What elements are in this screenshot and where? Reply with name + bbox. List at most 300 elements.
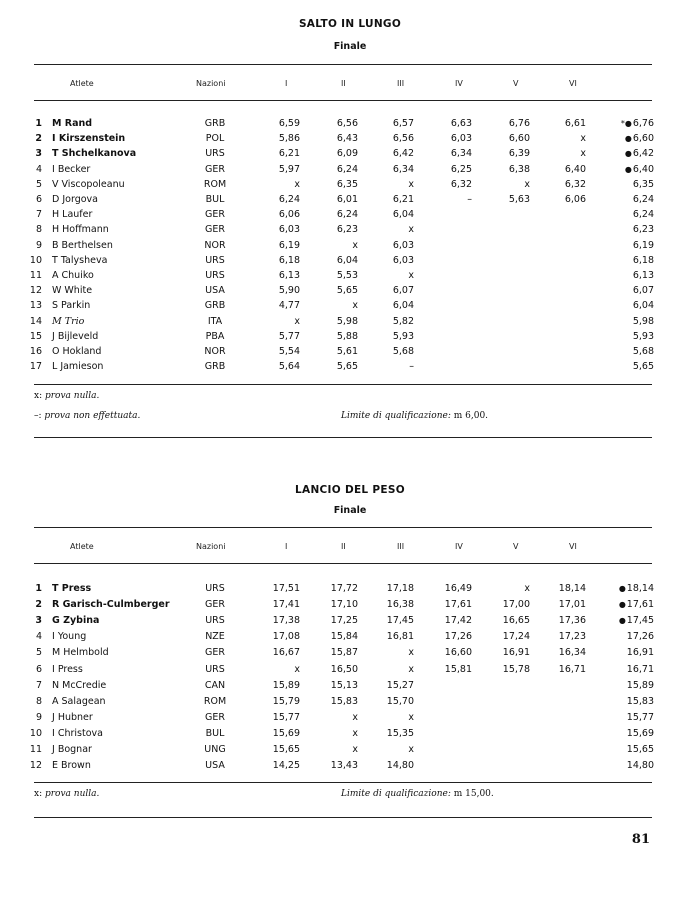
trial-cell: 6,13 [278,270,300,281]
trial-cell: 6,01 [336,194,358,205]
final-result [584,346,654,357]
rank-cell: 17 [29,361,42,373]
nation-cell: GER [205,599,225,611]
table-row [0,728,700,743]
trial-cell: 5,97 [278,163,300,175]
rank-cell: 4 [35,163,42,175]
section-title: LANCIO DEL PESO [295,484,405,496]
header-athlete: Atlete [70,79,94,88]
final-result-value: 6,35 [632,178,654,190]
trial-cell: 6,40 [564,163,586,175]
header-trial-6: VI [569,79,577,88]
trial-cell: 5,53 [336,270,358,281]
rank-cell: 3 [35,615,42,627]
note-text: prova nulla. [44,391,100,401]
trial-cell: 6,03 [450,133,472,145]
athlete-name: G Zybina [52,615,100,627]
header-trial-5: V [513,79,519,88]
final-result-value: 6,24 [632,194,654,205]
trial-cell: 6,06 [278,209,300,221]
header-trial-4: IV [455,79,463,88]
trial-cell: x [580,148,586,160]
trial-cell: 4,77 [278,300,300,312]
final-result-value: 6,18 [632,254,654,266]
final-result-value: 5,98 [632,315,654,327]
final-result-value: 17,45 [626,615,654,627]
trial-cell: 16,65 [502,615,530,627]
table-row [0,680,700,695]
final-result-value: 6,40 [632,163,654,175]
table-row [0,164,700,179]
trial-cell: 5,54 [278,346,300,357]
trial-cell: 15,79 [272,695,300,707]
trial-cell: 16,60 [444,647,472,659]
athlete-name: I Christova [52,727,103,739]
trial-cell: 17,23 [558,631,586,643]
rank-cell: 6 [35,663,42,675]
section-title: SALTO IN LUNGO [298,18,402,30]
table-row [0,331,700,346]
trial-cell: 6,56 [336,118,358,129]
trial-cell: 5,86 [278,133,300,145]
final-marker: ● [618,584,626,593]
trial-cell: x [352,727,358,739]
final-result-value: 15,83 [626,695,654,707]
rank-cell: 7 [35,679,42,691]
trial-cell: 17,26 [444,631,472,643]
final-result [584,300,654,311]
table-row [0,316,700,331]
final-marker: ● [618,600,626,610]
trial-cell: 18,14 [558,583,586,594]
trial-cell: 6,60 [508,133,530,145]
final-result [584,255,654,266]
trial-cell: 15,35 [386,727,414,739]
final-result [584,240,654,251]
athlete-name: N McCredie [52,679,107,691]
final-result-value: 17,61 [626,599,654,611]
rank-cell: 12 [29,760,42,772]
trial-cell: 6,18 [278,254,300,266]
nation-cell: GER [205,209,225,221]
header-nation: Nazioni [196,79,226,88]
final-result [584,224,654,235]
trial-cell: 17,45 [386,615,414,627]
note-not-taken [34,411,140,421]
header-trial-1: I [285,79,288,88]
final-result-value: 14,80 [626,760,654,772]
rank-cell: 5 [35,647,42,659]
trial-cell: 6,04 [336,254,358,266]
trial-cell: 6,61 [564,118,586,129]
table-row [0,133,700,148]
final-result-value: 16,91 [626,647,654,659]
final-result [584,647,654,658]
trial-cell: 6,57 [392,118,414,129]
divider [34,384,652,385]
trial-cell: 15,84 [330,631,358,643]
note-text: prova nulla. [44,789,100,799]
nation-cell: URS [205,270,225,281]
athlete-name: I Becker [52,163,91,175]
trial-cell: 6,42 [392,148,414,160]
trial-cell: 16,49 [444,583,472,594]
rank-cell: 4 [35,631,42,643]
trial-cell: 6,35 [336,178,358,190]
table-row [0,118,700,133]
table-row [0,179,700,194]
trial-cell: x [580,133,586,145]
trial-cell: 13,43 [330,760,358,772]
table-row [0,361,700,376]
athlete-name: T Talysheva [52,254,108,266]
athlete-name: T Press [52,583,92,594]
trial-cell: 6,24 [336,163,358,175]
nation-cell: POL [205,133,225,145]
athlete-name: J Hubner [52,711,93,723]
final-result-value: 6,60 [632,133,654,145]
final-marker: ● [624,149,632,159]
table-row [0,300,700,315]
final-result [584,583,654,594]
rank-cell: 14 [29,315,42,327]
rank-cell: 1 [35,118,42,129]
trial-cell: 15,89 [272,679,300,691]
athlete-name: M Trio [52,315,85,327]
final-result-value: 17,26 [626,631,654,643]
final-result [584,615,654,626]
athlete-name: V Viscopoleanu [52,178,125,190]
table-row [0,744,700,759]
trial-cell: x [352,744,358,755]
header-trial-2: II [341,79,346,88]
nation-cell: BUL [205,194,225,205]
divider [34,527,652,528]
rank-cell: 8 [35,224,42,236]
rank-cell: 10 [29,254,42,266]
header-nation: Nazioni [196,542,226,551]
trial-cell: 17,61 [444,599,472,611]
trial-cell: 6,25 [450,163,472,175]
page-number: 81 [631,832,650,847]
trial-cell: – [409,361,414,373]
nation-cell: URS [205,148,225,160]
trial-cell: 5,93 [392,330,414,342]
athlete-name: O Hokland [52,346,102,357]
final-result [584,194,654,205]
trial-cell: 6,03 [278,224,300,236]
final-result [584,361,654,372]
trial-cell: 6,04 [392,209,414,221]
athlete-name: I Young [52,631,87,643]
trial-cell: 6,76 [508,118,530,129]
trial-cell: 6,24 [278,194,300,205]
nation-cell: GER [205,224,225,236]
trial-cell: 5,65 [336,361,358,373]
nation-cell: ITA [207,315,223,327]
rank-cell: 9 [35,711,42,723]
header-trial-5: V [513,542,519,551]
nation-cell: GER [205,711,225,723]
final-result-value: 5,93 [632,330,654,342]
rank-cell: 15 [29,330,42,342]
rank-cell: 7 [35,209,42,221]
athlete-name: B Berthelsen [52,239,113,251]
final-result [584,744,654,755]
rank-cell: 1 [35,583,42,594]
final-result [584,631,654,642]
trial-cell: x [352,300,358,312]
rank-cell: 8 [35,695,42,707]
nation-cell: URS [205,254,225,266]
rank-cell: 2 [35,133,42,145]
final-result-value: 6,13 [632,270,654,281]
divider [34,100,652,101]
athlete-name: T Shchelkanova [52,148,137,160]
final-marker: ● [624,164,632,174]
athlete-name: H Hoffmann [52,224,109,236]
final-result [584,148,654,159]
trial-cell: 6,32 [564,178,586,190]
trial-cell: 16,34 [558,647,586,659]
note-text: prova non effettuata. [44,411,141,421]
trial-cell: 6,23 [336,224,358,236]
trial-cell: 6,59 [278,118,300,129]
rank-cell: 13 [29,300,42,312]
athlete-name: R Garisch-Culmberger [52,599,170,611]
trial-cell: 16,81 [386,631,414,643]
section-subtitle: Finale [333,41,367,52]
nation-cell: GRB [204,361,226,373]
note-null-trial [34,391,99,401]
trial-cell: 6,43 [336,133,358,145]
trial-cell: 17,01 [558,599,586,611]
final-result [584,209,654,220]
divider [34,563,652,564]
final-result [584,118,654,129]
trial-cell: 6,21 [392,194,414,205]
final-result [584,331,654,342]
trial-cell: 15,13 [330,679,358,691]
trial-cell: 6,04 [392,300,414,312]
header-trial-3: III [397,542,405,551]
trial-cell: x [524,178,530,190]
athlete-name: A Chuiko [52,270,94,281]
final-result [584,728,654,739]
trial-cell: x [352,711,358,723]
qualification-label: Limite di qualificazione: [341,789,451,799]
nation-cell: GER [205,647,225,659]
final-result-value: 6,07 [632,285,654,297]
header-trial-6: VI [569,542,577,551]
trial-cell: 17,72 [330,583,358,594]
trial-cell: 17,00 [502,599,530,611]
trial-cell: x [408,224,414,236]
trial-cell: x [408,663,414,675]
trial-cell: x [408,744,414,755]
table-row [0,224,700,239]
rank-cell: 6 [35,194,42,205]
qualification-label: Limite di qualificazione: [341,411,451,421]
athlete-name: H Laufer [52,209,93,221]
section-subtitle: Finale [333,505,367,516]
final-result [584,599,654,610]
final-result-value: 6,76 [632,118,654,129]
final-result-value: 6,42 [632,148,654,160]
trial-cell: x [352,239,358,251]
table-row [0,194,700,209]
trial-cell: x [408,270,414,281]
final-result [584,164,654,175]
nation-cell: NOR [204,346,226,357]
final-result-value: 6,04 [632,300,654,312]
trial-cell: 17,08 [272,631,300,643]
header-trial-3: III [397,79,405,88]
rank-cell: 10 [29,727,42,739]
trial-cell: 16,50 [330,663,358,675]
trial-cell: 5,88 [336,330,358,342]
trial-cell: 15,65 [272,744,300,755]
final-result [584,179,654,190]
header-trial-1: I [285,542,288,551]
athlete-name: M Rand [52,118,93,129]
final-marker: *● [620,119,632,128]
trial-cell: 6,39 [508,148,530,160]
trial-cell: 6,56 [392,133,414,145]
trial-cell: 16,91 [502,647,530,659]
rank-cell: 5 [35,178,42,190]
trial-cell: 14,25 [272,760,300,772]
trial-cell: 5,64 [278,361,300,373]
trial-cell: 15,81 [444,663,472,675]
final-result-value: 16,71 [626,663,654,675]
note-symbol: x: [34,789,43,799]
qualification-limit [341,789,494,799]
trial-cell: x [408,647,414,659]
trial-cell: 17,18 [386,583,414,594]
trial-cell: 17,10 [330,599,358,611]
athlete-name: I Press [52,663,83,675]
trial-cell: 6,03 [392,239,414,251]
nation-cell: GER [205,163,225,175]
table-row [0,615,700,630]
table-row [0,209,700,224]
nation-cell: USA [205,760,225,772]
final-result-value: 6,23 [632,224,654,236]
trial-cell: x [294,663,300,675]
trial-cell: 6,34 [392,163,414,175]
divider [34,817,652,818]
trial-cell: 6,06 [564,194,586,205]
table-row [0,240,700,255]
trial-cell: 6,34 [450,148,472,160]
trial-cell: 6,07 [392,285,414,297]
trial-cell: 5,77 [278,330,300,342]
final-result-value: 15,89 [626,679,654,691]
trial-cell: 6,21 [278,148,300,160]
header-trial-4: IV [455,542,463,551]
final-result-value: 15,69 [626,727,654,739]
header-athlete: Atlete [70,542,94,551]
table-row [0,270,700,285]
trial-cell: 5,65 [336,285,358,297]
athlete-name: J Bijleveld [52,330,99,342]
table-row [0,346,700,361]
final-result [584,133,654,144]
trial-cell: 6,63 [450,118,472,129]
rank-cell: 3 [35,148,42,160]
trial-cell: x [524,583,530,594]
trial-cell: 5,63 [508,194,530,205]
divider [34,782,652,783]
trial-cell: 17,41 [272,599,300,611]
table-row [0,664,700,679]
table-row [0,760,700,775]
trial-cell: – [467,194,472,205]
table-row [0,599,700,614]
rank-cell: 11 [29,270,42,281]
table-row [0,583,700,598]
trial-cell: 5,68 [392,346,414,357]
athlete-name: J Bognar [52,744,92,755]
final-result-value: 6,24 [632,209,654,221]
trial-cell: 6,24 [336,209,358,221]
divider [34,64,652,65]
final-result [584,316,654,327]
trial-cell: 6,09 [336,148,358,160]
nation-cell: BUL [205,727,225,739]
trial-cell: 16,71 [558,663,586,675]
trial-cell: 15,69 [272,727,300,739]
trial-cell: 17,24 [502,631,530,643]
nation-cell: URS [205,615,225,627]
trial-cell: 5,90 [278,285,300,297]
final-result-value: 15,77 [626,711,654,723]
final-result [584,664,654,675]
divider [34,437,652,438]
rank-cell: 12 [29,285,42,297]
trial-cell: x [294,315,300,327]
final-marker: ● [624,134,632,144]
trial-cell: x [294,178,300,190]
table-row [0,631,700,646]
trial-cell: 6,32 [450,178,472,190]
final-result-value: 6,19 [632,239,654,251]
trial-cell: 17,42 [444,615,472,627]
table-row [0,647,700,662]
final-result [584,696,654,707]
qualification-value: m 15,00. [453,789,494,799]
trial-cell: 15,78 [502,663,530,675]
trial-cell: 5,82 [392,315,414,327]
nation-cell: UNG [204,744,226,755]
final-result [584,285,654,296]
trial-cell: 16,67 [272,647,300,659]
table-row [0,255,700,270]
trial-cell: 15,87 [330,647,358,659]
rank-cell: 9 [35,239,42,251]
trial-cell: 17,51 [272,583,300,594]
rank-cell: 11 [29,744,42,755]
athlete-name: D Jorgova [52,194,98,205]
nation-cell: PBA [205,330,225,342]
final-result-value: 18,14 [626,583,654,594]
qualification-value: m 6,00. [453,411,489,421]
final-result [584,712,654,723]
table-row [0,148,700,163]
table-row [0,285,700,300]
trial-cell: 15,83 [330,695,358,707]
